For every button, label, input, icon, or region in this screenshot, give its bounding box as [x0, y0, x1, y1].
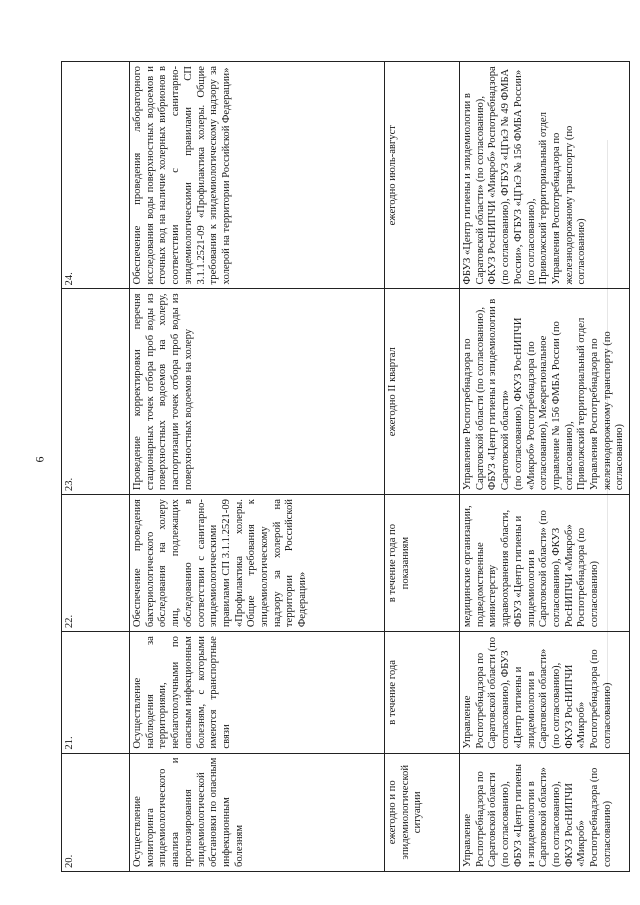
- executors-cell: [460, 495, 630, 632]
- executors-cell: [460, 632, 630, 754]
- executor-text: (по согласованию), ФКУЗ РосНИПЧИ «Микроб» Роспотребнадзора (по согласованию): [550, 649, 613, 749]
- executor-text: ФБУЗ «Центр гигиены и эпидемиологии в Саратовской области» (по согласованию), ФКУЗ РосНИПЧИ «Микроб» Роспотребнадзора (по согласованию), ФГБУЗ «ЦГиЭ № 49 ФМБА России», ФГБУЗ «ЦГиЭ № 156 ФМБА России» (по согласованию),: [462, 66, 537, 285]
- executor-text: Управление Роспотребнадзора по Саратовской области (по согласованию), ФБУЗ «Центр гигиены и эпидемиологии в Саратовской области»: [462, 298, 512, 491]
- executors-cell: [460, 62, 630, 289]
- executor-text: Приволжский территориальный отдел Управления Роспотребнадзора по железнодорожному транспорту (по согласованию): [576, 317, 626, 491]
- row-number: 20.: [62, 753, 130, 871]
- executors-cell: [460, 753, 630, 871]
- activity-cell: Осуществление наблюдения за территориями, неблагополучными по опасным инфекционным болезням, с которыми имеются транспортные связи: [130, 632, 385, 754]
- executor-text: Приволжский территориальный отдел Управления Роспотребнадзора по железнодорожному транспорту (по согласованию): [538, 112, 588, 285]
- activity-cell: Обеспечение проведения лабораторного исследования воды поверхностных водоемов и сточных вод на наличие холерных вибрионов в соответствии с санитарно-эпидемиологическими правилами СП 3.1.1.2521-09 «Профилактика холеры. Общие требования к эпидемиологическому надзору за холерой на территории Российской Федерации»: [130, 62, 385, 289]
- row-number: 23.: [62, 289, 130, 495]
- executor-text: медицинские организации, подведомственные министерству здравоохранения области, ФБУЗ «Центр гигиены и эпидемиологии в Саратовской области» (по согласованию), ФКУЗ РосНИПЧИ «Микроб» Роспотребнадзора (по согласованию): [462, 505, 601, 628]
- row-number: 21.: [62, 632, 130, 754]
- term-cell: ежегодно II квартал: [385, 289, 460, 495]
- activities-table: [61, 61, 630, 872]
- table-band: [460, 62, 630, 872]
- page-number: 6: [32, 456, 47, 463]
- table-band: [62, 62, 130, 872]
- table-band: [385, 62, 460, 872]
- row-number: 22.: [62, 495, 130, 632]
- activity-cell: Осуществление мониторинга эпидемиологического анализа и прогнозирования эпидемиологической обстановки по опасным инфекционным болезням: [130, 753, 385, 871]
- term-cell: ежегодно и по эпидемиологической ситуации: [385, 753, 460, 871]
- activity-cell: Проведение корректировки перечня стационарных точек отбора проб воды из поверхностных водоемов на холеру, паспортизации точек отбора проб воды из поверхностных водоемов на холеру: [130, 289, 385, 495]
- term-cell: в течение года по показаниям: [385, 495, 460, 632]
- executor-text: (по согласованию), ФКУЗ РосНИПЧИ «Микроб» Роспотребнадзора (по согласованию), Межрегиональное управление № 156 ФМБА России (по согласованию),: [512, 317, 575, 491]
- rotated-table-container: [61, 62, 626, 872]
- term-cell: в течение года: [385, 632, 460, 754]
- term-cell: ежегодно июль-август: [385, 62, 460, 289]
- executor-text: Управление Роспотребнадзора по Саратовской области (по согласованию), ФБУЗ «Центр гигиены и эпидемиологии в Саратовской области»: [462, 764, 550, 867]
- activity-cell: Обеспечение проведения бактериологического обследования на холеру лиц, подлежащих обследованию в соответствии с санитарно-эпидемиологическими правилами СП 3.1.1.2521-09 «Профилактика холеры. Общие требования к эпидемиологическому надзору за холерой на территории Российской Федерации»: [130, 495, 385, 632]
- executor-text: (по согласованию), ФКУЗ РосНИПЧИ «Микроб» Роспотребнадзора (по согласованию): [550, 767, 613, 867]
- table-band: [130, 62, 385, 872]
- executor-text: Управление Роспотребнадзора по Саратовской области (по согласованию), ФБУЗ «Центр гигиены и эпидемиологии в Саратовской области»: [462, 636, 550, 749]
- executors-cell: [460, 289, 630, 495]
- row-number: 24.: [62, 62, 130, 289]
